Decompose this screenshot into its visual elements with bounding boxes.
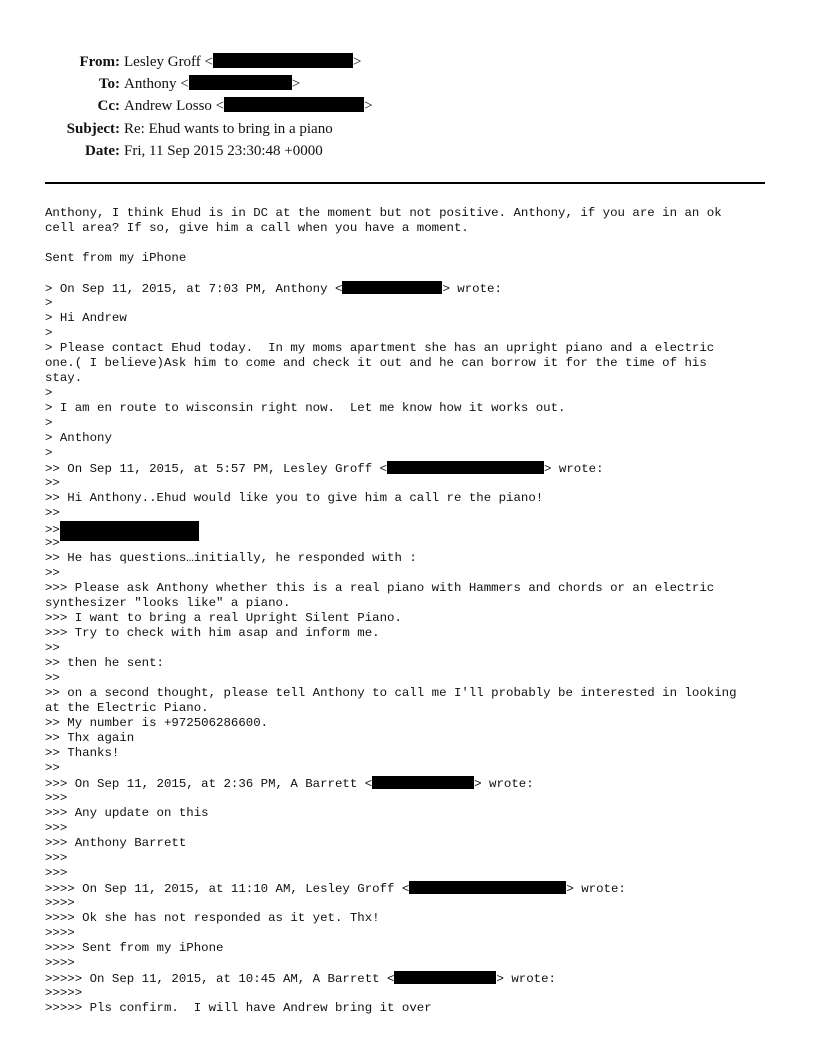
date-value: Fri, 11 Sep 2015 23:30:48 +0000 <box>124 142 323 159</box>
quote-line: >>> Please ask Anthony whether this is a real piano with Hammers and chords or an electric <box>45 581 715 595</box>
quote-line: >>>>> Pls confirm. I will have Andrew bring it over <box>45 1001 432 1015</box>
from-name: Lesley Groff < <box>124 54 213 70</box>
body-line: cell area? If so, give him a call when you have a moment. <box>45 221 469 235</box>
subject-row <box>0 118 816 140</box>
quote-line <box>45 521 780 536</box>
quote-text: >>> On Sep 11, 2015, at 2:36 PM, A Barrett < <box>45 777 373 791</box>
subject-value: Re: Ehud wants to bring in a piano <box>124 120 333 137</box>
email-header <box>0 51 816 162</box>
cc-value <box>120 95 373 117</box>
quote-line: >>> <box>45 791 68 805</box>
quote-line: >> <box>45 566 60 580</box>
quote-line: >>>> <box>45 926 75 940</box>
quote-text: >> On Sep 11, 2015, at 5:57 PM, Lesley Groff < <box>45 462 388 476</box>
cc-label: Cc: <box>97 98 120 115</box>
quote-line <box>45 461 780 476</box>
quote-line: >>>> Sent from my iPhone <box>45 941 224 955</box>
quote-line: >>>> <box>45 956 75 970</box>
cc-name: Andrew Losso < <box>124 98 225 115</box>
quote-text: > On Sep 11, 2015, at 7:03 PM, Anthony < <box>45 282 343 296</box>
quote-line: > Anthony <box>45 431 112 445</box>
from-value <box>120 51 361 73</box>
blank-line <box>45 266 780 281</box>
quote-line: >>> <box>45 851 68 865</box>
quote-line: >> Hi Anthony..Ehud would like you to give him a call re the piano! <box>45 491 544 505</box>
quote-line: >> on a second thought, please tell Anthony to call me I'll probably be interested in looking <box>45 686 737 700</box>
redaction-box <box>372 776 474 789</box>
quote-line: >> <box>45 476 60 490</box>
redaction-box <box>224 97 364 112</box>
quote-line: > I am en route to wisconsin right now. Let me know how it works out. <box>45 401 566 415</box>
quote-text: >>>>> On Sep 11, 2015, at 10:45 AM, A Barrett < <box>45 972 395 986</box>
redaction-box <box>189 75 292 90</box>
redaction-box <box>213 53 353 68</box>
quote-line: >> <box>45 536 60 550</box>
quote-line: >>> I want to bring a real Upright Silent Piano. <box>45 611 402 625</box>
quote-text: > wrote: <box>442 282 502 296</box>
quote-text: >> <box>45 523 60 537</box>
quote-line: >> <box>45 761 60 775</box>
to-value <box>120 73 300 95</box>
quote-line: >> Thanks! <box>45 746 120 760</box>
quote-line: > <box>45 446 53 460</box>
quote-line: >> He has questions…initially, he responded with : <box>45 551 417 565</box>
redaction-box <box>60 521 199 541</box>
redaction-box <box>387 461 544 474</box>
quote-line: >>>>> <box>45 986 83 1000</box>
quote-text: >>>> On Sep 11, 2015, at 11:10 AM, Lesley Groff < <box>45 882 410 896</box>
blank-line <box>45 236 780 251</box>
quote-text: > wrote: <box>566 882 626 896</box>
body-line: Anthony, I think Ehud is in DC at the moment but not positive. Anthony, if you are in an ok <box>45 206 722 220</box>
quote-line: > <box>45 326 53 340</box>
quote-line: >> <box>45 506 60 520</box>
quote-line <box>45 281 780 296</box>
quote-line <box>45 881 780 896</box>
quote-line: >>>> Ok she has not responded as it yet. Thx! <box>45 911 380 925</box>
quote-line <box>45 776 780 791</box>
cc-close: > <box>364 98 373 115</box>
quote-line: >> My number is +972506286600. <box>45 716 269 730</box>
quote-line: >>>> <box>45 896 75 910</box>
quote-line: >>> Try to check with him asap and inform me. <box>45 626 380 640</box>
subject-label: Subject: <box>66 120 120 137</box>
quote-text: > wrote: <box>474 777 534 791</box>
quote-line: >> then he sent: <box>45 656 164 670</box>
email-body <box>45 206 780 1016</box>
to-label: To: <box>98 76 120 93</box>
quote-line: at the Electric Piano. <box>45 701 209 715</box>
quote-line: > Hi Andrew <box>45 311 127 325</box>
from-label: From: <box>79 54 120 70</box>
quote-text: > wrote: <box>496 972 556 986</box>
from-close: > <box>353 54 362 70</box>
quote-line: >>> <box>45 866 68 880</box>
to-name: Anthony < <box>124 76 189 93</box>
quote-line: > Please contact Ehud today. In my moms apartment she has an upright piano and a electric <box>45 341 715 355</box>
quote-line: > <box>45 416 53 430</box>
cc-row <box>0 95 816 117</box>
quote-line: >>> Any update on this <box>45 806 209 820</box>
redaction-box <box>409 881 566 894</box>
quote-line: synthesizer "looks like" a piano. <box>45 596 291 610</box>
quote-line <box>45 971 780 986</box>
to-close: > <box>291 76 301 93</box>
quote-line: > <box>45 296 53 310</box>
quote-line: >> Thx again <box>45 731 135 745</box>
quote-line: one.( I believe)Ask him to come and check it out and he can borrow it for the time of his <box>45 356 707 370</box>
header-divider <box>45 182 765 184</box>
redaction-box <box>394 971 496 984</box>
quote-line: > <box>45 386 53 400</box>
body-line: Sent from my iPhone <box>45 251 187 265</box>
date-label: Date: <box>85 142 120 159</box>
quote-text: > wrote: <box>544 462 604 476</box>
from-row <box>0 51 816 73</box>
quote-line: >> <box>45 671 60 685</box>
redaction-box <box>342 281 442 294</box>
date-row <box>0 140 816 162</box>
quote-line: >>> Anthony Barrett <box>45 836 187 850</box>
quote-line: stay. <box>45 371 83 385</box>
quote-line: >>> <box>45 821 68 835</box>
to-row <box>0 73 816 95</box>
quote-line: >> <box>45 641 60 655</box>
